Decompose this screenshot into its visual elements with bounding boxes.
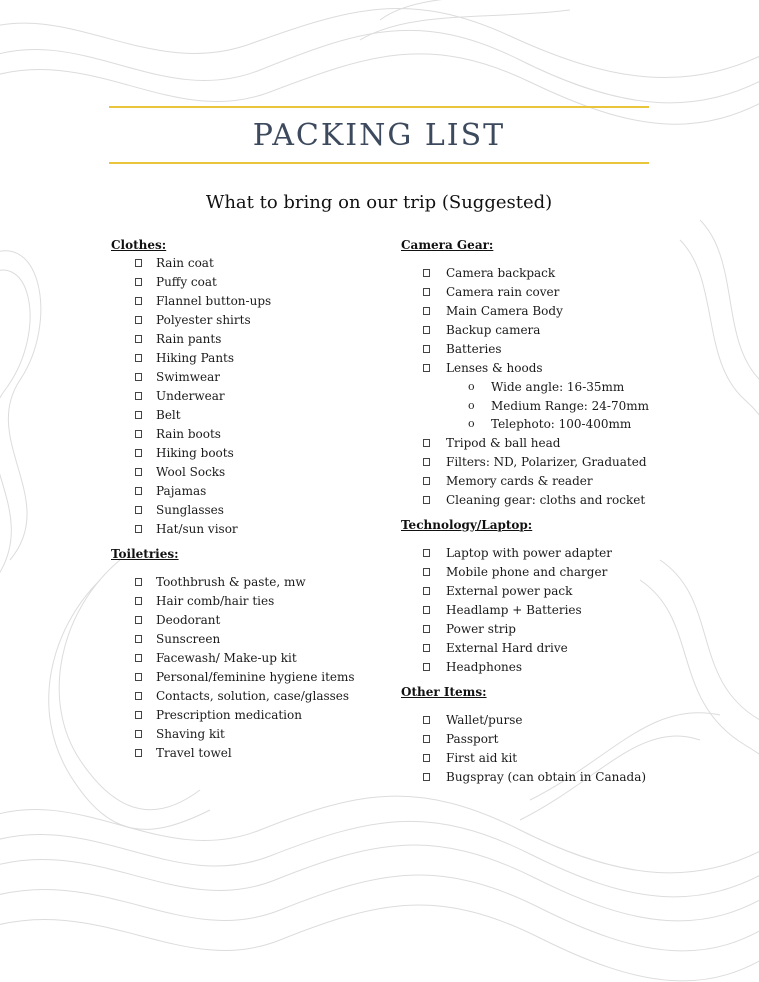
list-item[interactable]: Rain boots — [111, 425, 381, 444]
list-item[interactable]: Wallet/purse — [401, 711, 701, 730]
title-top-rule — [109, 106, 649, 108]
list-item[interactable]: Headphones — [401, 658, 701, 677]
list-item[interactable]: Hiking Pants — [111, 349, 381, 368]
list-item[interactable]: External Hard drive — [401, 639, 701, 658]
circle-bullet-icon: o — [468, 398, 475, 412]
list-item[interactable]: Flannel button-ups — [111, 292, 381, 311]
checkbox[interactable] — [423, 663, 430, 671]
checkbox[interactable] — [135, 635, 142, 643]
checkbox[interactable] — [135, 616, 142, 624]
list-item[interactable]: Hat/sun visor — [111, 520, 381, 539]
checkbox[interactable] — [135, 449, 142, 457]
list-item[interactable]: Batteries — [401, 340, 701, 359]
list-item[interactable]: Rain coat — [111, 254, 381, 273]
checkbox[interactable] — [135, 411, 142, 419]
checkbox[interactable] — [135, 578, 142, 586]
list-item[interactable]: Filters: ND, Polarizer, Graduated — [401, 453, 701, 472]
sub-list-item: o Wide angle: 16-35mm — [401, 378, 701, 397]
list-item[interactable]: Personal/feminine hygiene items — [111, 668, 381, 687]
checkbox[interactable] — [423, 458, 430, 466]
checkbox[interactable] — [135, 654, 142, 662]
checkbox[interactable] — [135, 749, 142, 757]
list-item[interactable]: Main Camera Body — [401, 302, 701, 321]
checkbox[interactable] — [135, 316, 142, 324]
checkbox[interactable] — [423, 307, 430, 315]
checkbox[interactable] — [423, 587, 430, 595]
camera-gear-list-continued — [401, 434, 701, 510]
list-item[interactable]: Toothbrush & paste, mw — [111, 573, 381, 592]
checkbox[interactable] — [135, 259, 142, 267]
checkbox[interactable] — [135, 430, 142, 438]
list-item[interactable]: Pajamas — [111, 482, 381, 501]
checkbox[interactable] — [423, 568, 430, 576]
circle-bullet-icon: o — [468, 380, 475, 393]
checkbox[interactable] — [423, 549, 430, 557]
checkbox[interactable] — [423, 269, 430, 277]
checkbox[interactable] — [135, 278, 142, 286]
page-title: PACKING LIST — [252, 118, 506, 153]
technology-list — [401, 544, 701, 677]
list-item[interactable]: Camera backpack — [401, 264, 701, 283]
section-heading-clothes: Clothes: — [111, 238, 167, 252]
list-item[interactable]: Rain pants — [111, 330, 381, 349]
camera-gear-list — [401, 264, 701, 378]
list-item[interactable]: Facewash/ Make-up kit — [111, 649, 381, 668]
list-item[interactable]: Shaving kit — [111, 725, 381, 744]
clothes-list — [111, 254, 381, 539]
list-item[interactable]: Hair comb/hair ties — [111, 592, 381, 611]
checkbox[interactable] — [423, 735, 430, 743]
checkbox[interactable] — [135, 335, 142, 343]
list-item[interactable]: Wool Socks — [111, 463, 381, 482]
list-item[interactable]: Hiking boots — [111, 444, 381, 463]
left-column — [111, 236, 381, 763]
checkbox[interactable] — [423, 606, 430, 614]
title-bottom-rule — [109, 162, 649, 164]
checkbox[interactable] — [423, 644, 430, 652]
checkbox[interactable] — [423, 439, 430, 447]
checkbox[interactable] — [135, 392, 142, 400]
page-subtitle: What to bring on our trip (Suggested) — [205, 192, 553, 213]
list-item[interactable]: Sunscreen — [111, 630, 381, 649]
circle-bullet-icon: o — [468, 417, 475, 430]
checkbox[interactable] — [135, 354, 142, 362]
list-item[interactable]: Backup camera — [401, 321, 701, 340]
checkbox[interactable] — [423, 364, 430, 372]
checkbox[interactable] — [135, 373, 142, 381]
list-item[interactable]: Mobile phone and charger — [401, 563, 701, 582]
checkbox[interactable] — [423, 496, 430, 504]
lens-sublist — [401, 378, 701, 434]
checkbox[interactable] — [135, 468, 142, 476]
list-item[interactable]: Travel towel — [111, 744, 381, 763]
list-item[interactable]: Cleaning gear: cloths and rocket — [401, 491, 701, 510]
list-item[interactable]: Prescription medication — [111, 706, 381, 725]
list-item[interactable]: Headlamp + Batteries — [401, 601, 701, 620]
toiletries-list — [111, 573, 381, 763]
checkbox[interactable] — [423, 716, 430, 724]
section-heading-toiletries: Toiletries: — [111, 547, 179, 561]
list-item[interactable]: Power strip — [401, 620, 701, 639]
other-items-list — [401, 711, 701, 787]
checkbox[interactable] — [135, 711, 142, 719]
checkbox[interactable] — [423, 477, 430, 485]
list-item[interactable]: First aid kit — [401, 749, 701, 768]
list-item[interactable]: Contacts, solution, case/glasses — [111, 687, 381, 706]
list-item[interactable]: Belt — [111, 406, 381, 425]
checkbox[interactable] — [135, 506, 142, 514]
list-item[interactable]: Swimwear — [111, 368, 381, 387]
list-item[interactable]: Polyester shirts — [111, 311, 381, 330]
checkbox[interactable] — [423, 345, 430, 353]
list-item[interactable]: Puffy coat — [111, 273, 381, 292]
checkbox[interactable] — [135, 597, 142, 605]
list-item[interactable]: Lenses & hoods — [401, 359, 701, 378]
list-item[interactable]: Sunglasses — [111, 501, 381, 520]
sub-list-item: o Medium Range: 24-70mm — [401, 397, 701, 416]
list-item[interactable]: Passport — [401, 730, 701, 749]
list-item[interactable]: Laptop with power adapter — [401, 544, 701, 563]
checkbox[interactable] — [135, 673, 142, 681]
list-item[interactable]: Memory cards & reader — [401, 472, 701, 491]
list-item[interactable]: Bugspray (can obtain in Canada) — [401, 768, 701, 787]
checkbox[interactable] — [423, 625, 430, 633]
checkbox[interactable] — [423, 288, 430, 296]
checkbox[interactable] — [423, 754, 430, 762]
checkbox[interactable] — [423, 773, 430, 781]
list-item[interactable]: Tripod & ball head — [401, 434, 701, 453]
checkbox[interactable] — [135, 730, 142, 738]
sub-list-item: o Telephoto: 100-400mm — [401, 415, 701, 434]
section-heading-technology: Technology/Laptop: — [401, 517, 533, 532]
right-column — [401, 236, 701, 787]
checkbox[interactable] — [423, 326, 430, 334]
checkbox[interactable] — [135, 297, 142, 305]
section-heading-camera-gear: Camera Gear: — [401, 238, 494, 252]
list-item[interactable]: Underwear — [111, 387, 381, 406]
list-item[interactable]: Deodorant — [111, 611, 381, 630]
checkbox[interactable] — [135, 487, 142, 495]
list-item[interactable]: External power pack — [401, 582, 701, 601]
checkbox[interactable] — [135, 525, 142, 533]
list-item[interactable]: Camera rain cover — [401, 283, 701, 302]
checkbox[interactable] — [135, 692, 142, 700]
section-heading-other-items: Other Items: — [401, 684, 487, 699]
